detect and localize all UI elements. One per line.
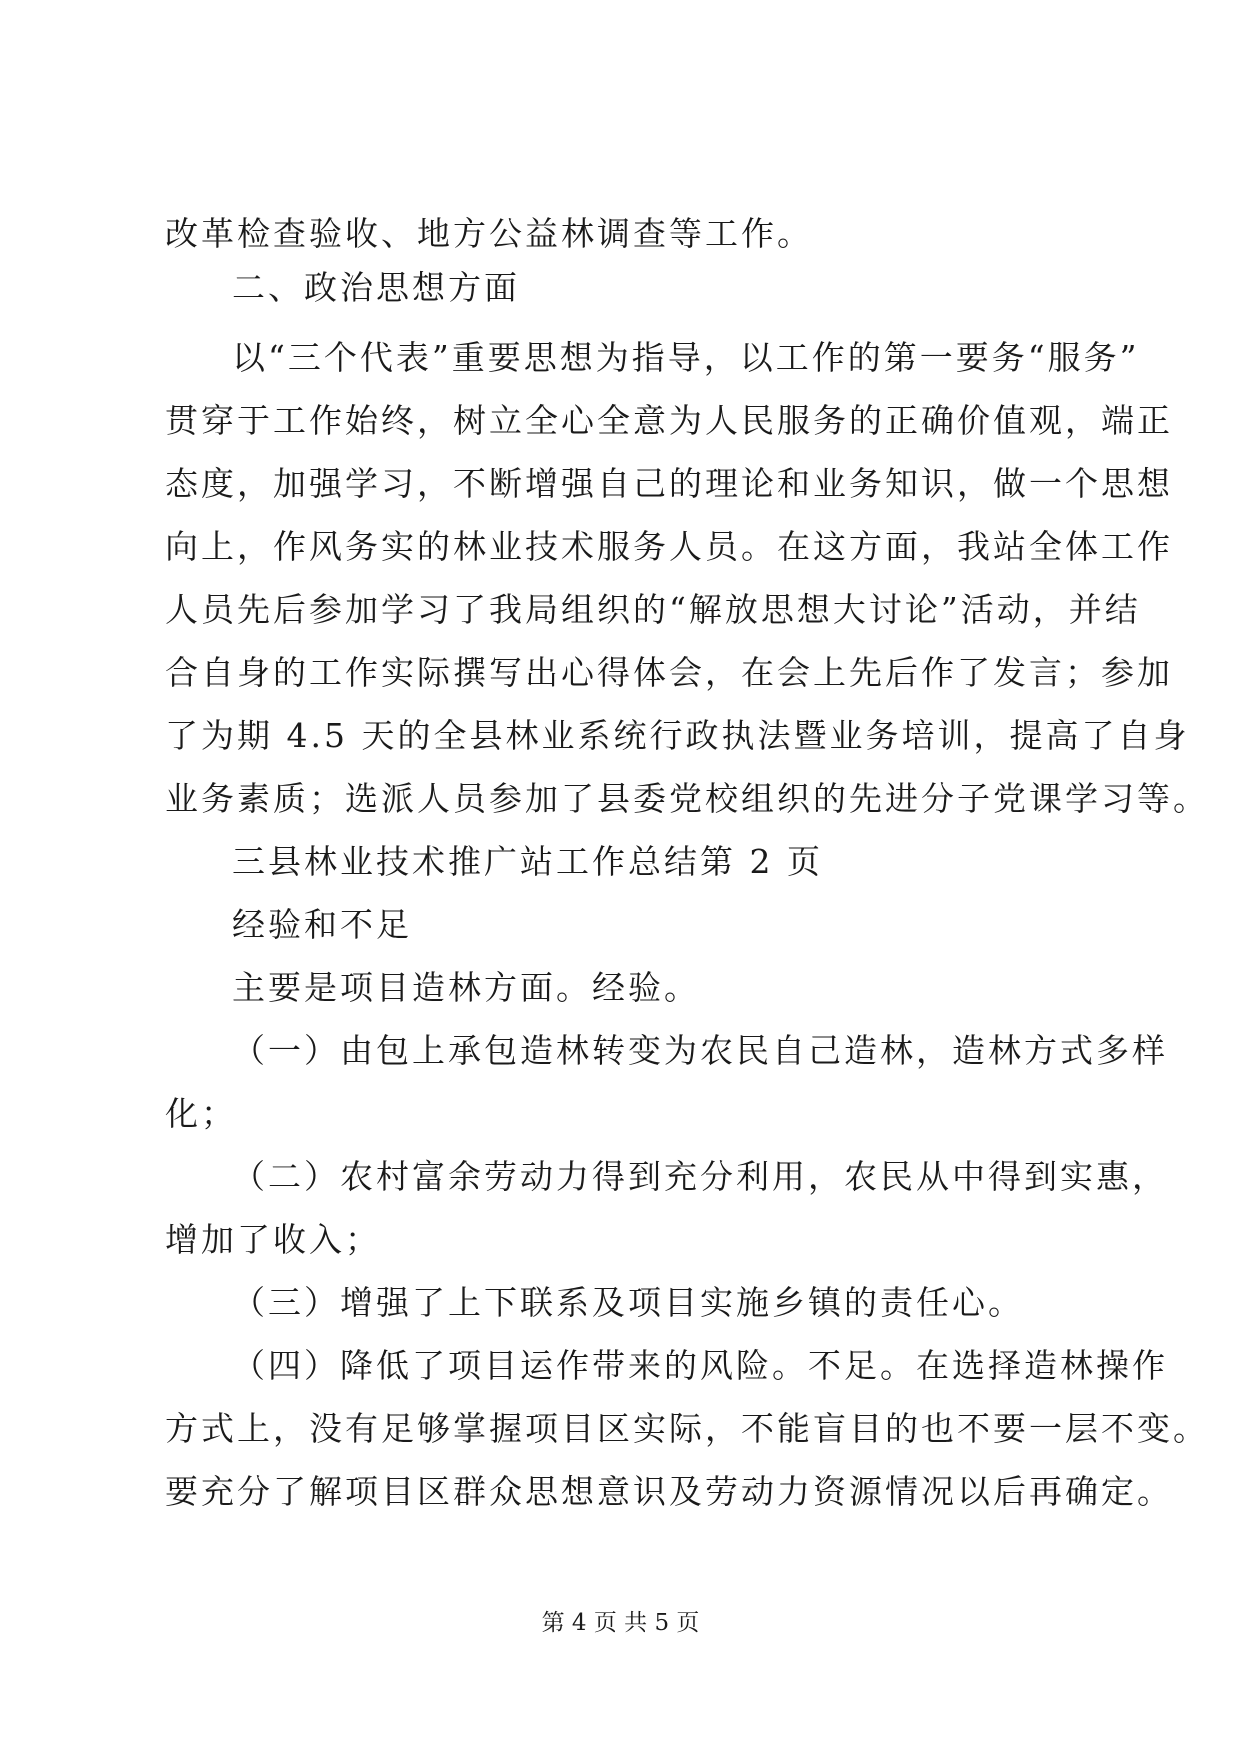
list-item: （二）农村富余劳动力得到充分利用，农民从中得到实惠，: [232, 1157, 1168, 1196]
section-heading: 经验和不足: [232, 905, 412, 944]
body-line: 合自身的工作实际撰写出心得体会，在会上先后作了发言；参加: [165, 653, 1173, 692]
body-line: 业务素质；选派人员参加了县委党校组织的先进分子党课学习等。: [165, 779, 1209, 818]
list-item-continuation: 要充分了解项目区群众思想意识及劳动力资源情况以后再确定。: [165, 1472, 1173, 1511]
body-line: 贯穿于工作始终，树立全心全意为人民服务的正确价值观，端正: [165, 401, 1173, 440]
list-item: （一）由包上承包造林转变为农民自己造林，造林方式多样: [232, 1031, 1168, 1070]
list-item: （四）降低了项目运作带来的风险。不足。在选择造林操作: [232, 1346, 1168, 1385]
body-line: 态度，加强学习，不断增强自己的理论和业务知识，做一个思想: [165, 464, 1173, 503]
body-line: 向上，作风务实的林业技术服务人员。在这方面，我站全体工作: [165, 527, 1173, 566]
list-item-continuation: 增加了收入；: [165, 1220, 381, 1259]
body-line: 改革检查验收、地方公益林调查等工作。: [165, 214, 813, 253]
list-item-continuation: 化；: [165, 1094, 237, 1133]
list-item-continuation: 方式上，没有足够掌握项目区实际，不能盲目的也不要一层不变。: [165, 1409, 1209, 1448]
list-item: （三）增强了上下联系及项目实施乡镇的责任心。: [232, 1283, 1024, 1322]
body-line: 以“三个代表”重要思想为指导，以工作的第一要务“服务”: [232, 338, 1140, 377]
section-heading: 二、政治思想方面: [232, 268, 520, 307]
subtitle-line: 三县林业技术推广站工作总结第 2 页: [232, 842, 823, 881]
body-line: 人员先后参加学习了我局组织的“解放思想大讨论”活动，并结: [165, 590, 1141, 629]
body-line: 主要是项目造林方面。经验。: [232, 968, 700, 1007]
page-footer: 第 4 页 共 5 页: [541, 1610, 700, 1636]
body-line: 了为期 4.5 天的全县林业系统行政执法暨业务培训，提高了自身: [165, 716, 1190, 755]
